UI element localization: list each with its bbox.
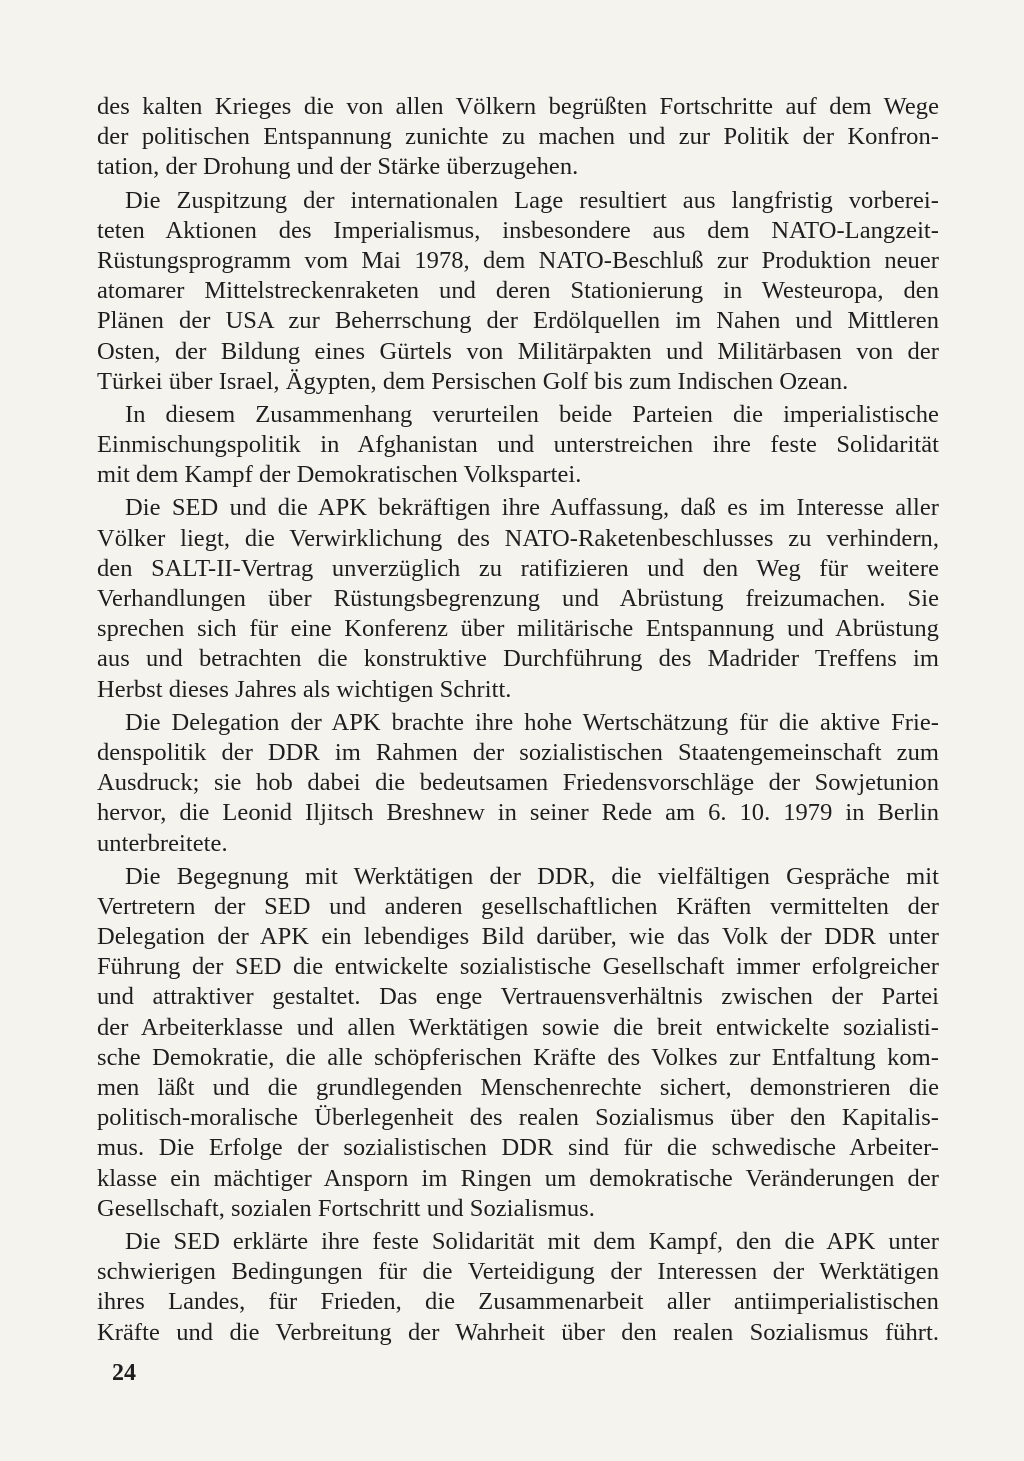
text-line: ihres Landes, für Frieden, die Zusammenarbeit aller antiimperialistischen: [97, 1288, 939, 1316]
text-line: Osten, der Bildung eines Gürtels von Militärpakten und Militärbasen von der: [97, 337, 939, 365]
text-line: schwierigen Bedingungen für die Verteidigung der Interessen der Werktätigen: [97, 1258, 939, 1286]
text-line: tation, der Drohung und der Stärke überzugehen.: [97, 153, 579, 181]
text-line: men läßt und die grundlegenden Menschenrechte sichert, demonstrieren die: [97, 1074, 939, 1101]
paragraph-1: [97, 92, 939, 183]
page-number: 24: [112, 1360, 136, 1386]
text-line: der politischen Entspannung zunichte zu machen und zur Politik der Konfron-: [97, 123, 939, 151]
text-line: denspolitik der DDR im Rahmen der sozialistischen Staatengemeinschaft zum: [97, 738, 939, 766]
paragraph-5: [97, 708, 939, 859]
text-line: mit dem Kampf der Demokratischen Volkspartei.: [97, 461, 582, 489]
paragraph-2: [97, 186, 939, 397]
text-line: sprechen sich für eine Konferenz über militärische Entspannung und Abrüstung: [97, 615, 939, 643]
text-line: Einmischungspolitik in Afghanistan und unterstreichen ihre feste Solidarität: [97, 431, 939, 459]
paragraph-4: [97, 493, 939, 704]
text-line: sche Demokratie, die alle schöpferischen Kräfte des Volkes zur Entfaltung kom-: [97, 1043, 939, 1071]
text-line: teten Aktionen des Imperialismus, insbesondere aus dem NATO-Langzeit-: [97, 216, 939, 244]
text-line: unterbreitete.: [97, 829, 228, 857]
text-line: hervor, die Leonid Iljitsch Breshnew in seiner Rede am 6. 10. 1979 in Berlin: [97, 799, 939, 827]
paragraph-3: [97, 400, 939, 491]
text-line: Rüstungsprogramm vom Mai 1978, dem NATO-Beschluß zur Produktion neuer: [97, 246, 939, 274]
text-line: Völker liegt, die Verwirklichung des NATO-Raketenbeschlusses zu verhindern,: [97, 524, 939, 552]
text-line: Die Zuspitzung der internationalen Lage resultiert aus langfristig vorberei-: [125, 186, 939, 214]
document-body: [97, 92, 939, 1351]
text-line: Verhandlungen über Rüstungsbegrenzung und Abrüstung freizumachen. Sie: [97, 585, 939, 612]
paragraph-6: [97, 862, 939, 1224]
text-line: Delegation der APK ein lebendiges Bild darüber, wie das Volk der DDR unter: [97, 923, 939, 951]
text-line: aus und betrachten die konstruktive Durchführung des Madrider Treffens im: [97, 645, 939, 673]
text-line: klasse ein mächtiger Ansporn im Ringen um demokratische Veränderungen der: [97, 1164, 939, 1192]
text-line: der Arbeiterklasse und allen Werktätigen sowie die breit entwickelte sozialisti-: [97, 1013, 939, 1041]
text-line: Kräfte und die Verbreitung der Wahrheit über den realen Sozialismus führt.: [97, 1318, 939, 1346]
text-line: den SALT-II-Vertrag unverzüglich zu ratifizieren und den Weg für weitere: [97, 554, 939, 582]
text-line: In diesem Zusammenhang verurteilen beide Parteien die imperialistische: [125, 400, 939, 428]
text-line: und attraktiver gestaltet. Das enge Vertrauensverhältnis zwischen der Partei: [97, 983, 939, 1011]
text-line: Führung der SED die entwickelte sozialistische Gesellschaft immer erfolgreicher: [97, 953, 939, 981]
text-line: Türkei über Israel, Ägypten, dem Persischen Golf bis zum Indischen Ozean.: [97, 367, 849, 395]
text-line: Vertretern der SED und anderen gesellschaftlichen Kräften vermittelten der: [97, 892, 939, 920]
text-line: Die Begegnung mit Werktätigen der DDR, die vielfältigen Gespräche mit: [125, 862, 939, 890]
text-line: des kalten Krieges die von allen Völkern begrüßten Fortschritte auf dem Wege: [97, 93, 939, 120]
text-line: Die SED und die APK bekräftigen ihre Auffassung, daß es im Interesse aller: [125, 494, 939, 522]
text-line: politisch-moralische Überlegenheit des realen Sozialismus über den Kapitalis-: [97, 1104, 939, 1132]
text-line: atomarer Mittelstreckenraketen und deren Stationierung in Westeuropa, den: [97, 277, 939, 305]
text-line: Herbst dieses Jahres als wichtigen Schritt.: [97, 675, 512, 703]
text-line: Ausdruck; sie hob dabei die bedeutsamen Friedensvorschläge der Sowjetunion: [97, 769, 939, 797]
text-line: Plänen der USA zur Beherrschung der Erdölquellen im Nahen und Mittleren: [97, 307, 939, 335]
text-line: Gesellschaft, sozialen Fortschritt und Sozialismus.: [97, 1194, 595, 1222]
paragraph-7: [97, 1227, 939, 1348]
text-line: Die SED erklärte ihre feste Solidarität mit dem Kampf, den die APK unter: [125, 1227, 939, 1255]
text-line: Die Delegation der APK brachte ihre hohe Wertschätzung für die aktive Frie-: [125, 708, 939, 736]
text-line: mus. Die Erfolge der sozialistischen DDR sind für die schwedische Arbeiter-: [97, 1134, 939, 1162]
